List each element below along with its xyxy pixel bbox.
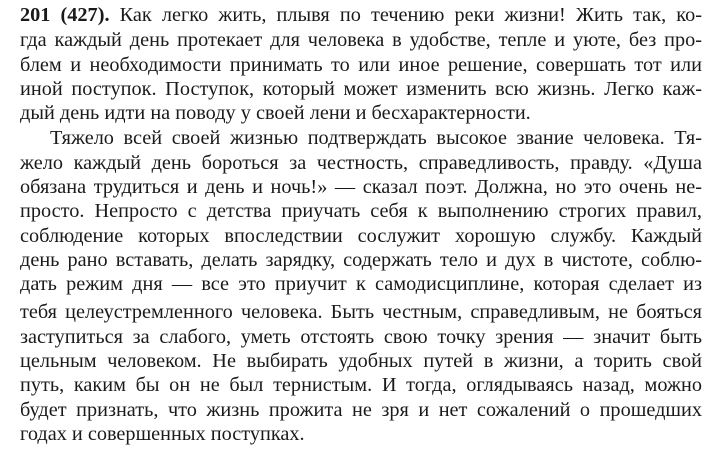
paragraph-2-line-10: цельным человеком. Не выбирать удобных путей в жизни, а торить свой [20,350,702,372]
paragraph-2-line-11: путь, каким бы он не был тернистым. И тогда, оглядываясь назад, можно [20,374,702,396]
paragraph-2-line-7: дать режим дня — все это приучит к самодисциплине, которая сделает из [20,273,702,295]
paragraph-1-line-1 [20,3,702,28]
paragraph-2-line-6: день рано вставать, делать зарядку, содержать тело и дух в чистоте, соблю- [20,249,702,271]
paragraph-1-line-3: блем и необходимости принимать то или иное решение, совершать тот или [20,54,702,76]
paragraph-1-line-5: дый день идти на поводу у своей лени и бесхарактерности. [20,102,531,124]
paragraph-2-line-9: заступиться за слабого, уметь отстоять свою точку зрения — значит быть [20,326,702,348]
paragraph-1-line-4: иной поступок. Поступок, который может изменить всю жизнь. Легко каж- [20,78,702,100]
paragraph-2-line-3: обязана трудиться и день и ночь!» — сказал поэт. Должна, но это очень не- [20,176,702,198]
paragraph-2-line-4: просто. Непросто с детства приучать себя к выполнению строгих правил, [20,200,702,222]
paragraph-2-line-5: соблюдение которых впоследствии сослужит хорошую службу. Каждый [20,225,702,247]
paragraph-2-line-8: тебя целеустремленного человека. Быть честным, справедливым, не бояться [20,301,702,323]
paragraph-1-line-2: гда каждый день протекает для человека в удобстве, тепле и уюте, без про- [20,29,702,51]
paragraph-2-line-2: жело каждый день бороться за честность, справедливость, правду. «Душа [20,152,702,174]
paragraph-1-line-1-text: Как легко жить, плывя по течению реки жизни! Жить так, ко- [119,4,702,26]
paragraph-2-line-13: годах и совершенных поступках. [20,423,305,445]
paragraph-2-line-1: Тяжело всей своей жизнью подтверждать высокое звание человека. Тя- [50,127,702,149]
exercise-number: 201 (427). [20,4,110,26]
paragraph-2-line-12: будет признать, что жизнь прожита не зря и нет сожалений о прошедших [20,399,702,421]
